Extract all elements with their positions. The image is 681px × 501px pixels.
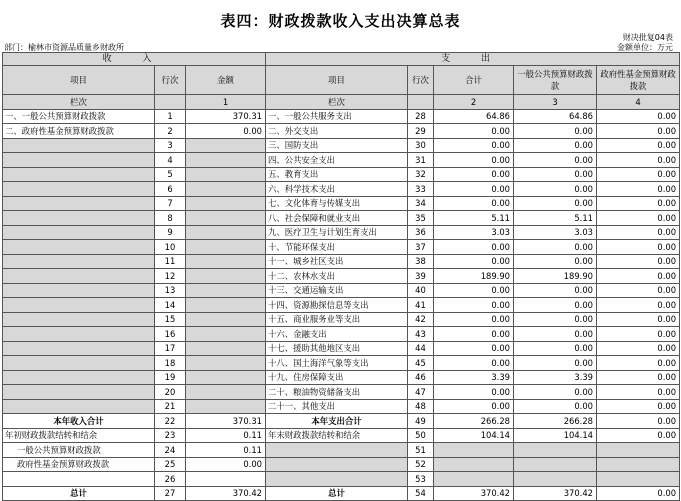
income-row-no: 3 [155, 138, 186, 153]
table-row [3, 138, 680, 153]
table-row [3, 196, 680, 211]
carry-in-label: 年初财政拨款结转和结余 [3, 428, 155, 443]
table-row [3, 385, 680, 400]
expense-general: 5.11 [514, 211, 597, 226]
expense-row-no: 28 [408, 109, 434, 124]
expense-fund: 0.00 [597, 356, 680, 371]
income-item [3, 254, 155, 269]
income-row-no: 17 [155, 341, 186, 356]
expense-item: 十一、城乡社区支出 [266, 254, 408, 269]
table-row [3, 167, 680, 182]
income-amount [186, 182, 266, 197]
blank-cell [3, 472, 155, 487]
expense-row-no: 36 [408, 225, 434, 240]
blank-cell [434, 472, 514, 487]
expense-row-no: 35 [408, 211, 434, 226]
table-row [3, 153, 680, 168]
income-row-no: 4 [155, 153, 186, 168]
expense-general: 0.00 [514, 254, 597, 269]
income-amount [186, 327, 266, 342]
carry-in-fund-amount: 0.00 [186, 457, 266, 472]
expense-total: 0.00 [434, 167, 514, 182]
expense-row-no: 42 [408, 312, 434, 327]
income-amount [186, 298, 266, 313]
blank-cell [597, 443, 680, 458]
blank-cell [514, 457, 597, 472]
expense-item: 一、一般公共服务支出 [266, 109, 408, 124]
expense-total-header: 合计 [434, 66, 514, 95]
expense-total-row-no: 49 [408, 414, 434, 429]
carry-in-general-label: 一般公共预算财政拨款 [3, 443, 155, 458]
expense-fund: 0.00 [597, 138, 680, 153]
income-amount [186, 269, 266, 284]
income-rowno-header: 行次 [155, 66, 186, 95]
expense-item: 九、医疗卫生与计划生育支出 [266, 225, 408, 240]
expense-general: 3.39 [514, 370, 597, 385]
income-amount [186, 138, 266, 153]
table-row [3, 225, 680, 240]
expense-row-no: 37 [408, 240, 434, 255]
expense-general: 0.00 [514, 283, 597, 298]
blank-cell [597, 457, 680, 472]
expense-row-no: 31 [408, 153, 434, 168]
expense-item: 十六、金融支出 [266, 327, 408, 342]
expense-fund: 0.00 [597, 254, 680, 269]
expense-total: 0.00 [434, 196, 514, 211]
expense-total: 0.00 [434, 283, 514, 298]
expense-general: 0.00 [514, 124, 597, 139]
income-row-no: 21 [155, 399, 186, 414]
income-item [3, 385, 155, 400]
income-item [3, 312, 155, 327]
expense-general: 64.86 [514, 109, 597, 124]
carry-in-fund-label: 政府性基金预算财政拨款 [3, 457, 155, 472]
table-row [3, 312, 680, 327]
expense-fund: 0.00 [597, 196, 680, 211]
expense-total: 0.00 [434, 399, 514, 414]
income-amount [186, 211, 266, 226]
income-item [3, 298, 155, 313]
carry-in-general-amount: 0.11 [186, 443, 266, 458]
grand-total-income-row-no: 27 [155, 486, 186, 501]
table-row [3, 109, 680, 124]
expense-fund: 0.00 [597, 370, 680, 385]
expense-row-no: 34 [408, 196, 434, 211]
expense-item: 八、社会保障和就业支出 [266, 211, 408, 226]
expense-fund: 0.00 [597, 341, 680, 356]
general-budget-header: 一般公共预算财政拨款 [514, 66, 597, 95]
expense-item: 十四、资源勘探信息等支出 [266, 298, 408, 313]
expense-general: 0.00 [514, 356, 597, 371]
blank-cell [597, 472, 680, 487]
grand-total-sum: 370.42 [434, 486, 514, 501]
expense-item-header: 项目 [266, 66, 408, 95]
expense-general: 0.00 [514, 312, 597, 327]
grand-total-income-label: 总计 [3, 486, 155, 501]
expense-item: 二十、粮油物资储备支出 [266, 385, 408, 400]
expense-item: 四、公共安全支出 [266, 153, 408, 168]
income-item [3, 225, 155, 240]
income-row-no: 16 [155, 327, 186, 342]
income-item [3, 283, 155, 298]
expense-row-no: 32 [408, 167, 434, 182]
expense-total: 0.00 [434, 124, 514, 139]
grand-total-row [3, 486, 680, 501]
carry-general-row [3, 443, 680, 458]
income-item [3, 153, 155, 168]
column-index-row [3, 95, 680, 110]
expense-general: 0.00 [514, 182, 597, 197]
expense-row-no: 43 [408, 327, 434, 342]
expense-row-no: 47 [408, 385, 434, 400]
income-row-no: 10 [155, 240, 186, 255]
carry-in-fund-row-no: 25 [155, 457, 186, 472]
income-row-no: 14 [155, 298, 186, 313]
expense-total: 3.03 [434, 225, 514, 240]
expense-general: 0.00 [514, 240, 597, 255]
col-index-1: 1 [186, 95, 266, 110]
table-row [3, 182, 680, 197]
department-label: 部门：榆林市资源品质量乡财政所 [4, 43, 124, 52]
expense-item: 十二、农林水支出 [266, 269, 408, 284]
income-item [3, 196, 155, 211]
expense-rowno-header: 行次 [408, 66, 434, 95]
expense-row-no: 48 [408, 399, 434, 414]
expense-item: 十九、住房保障支出 [266, 370, 408, 385]
expense-fund: 0.00 [597, 312, 680, 327]
expense-general: 0.00 [514, 167, 597, 182]
grand-total-expense-label: 总计 [266, 486, 408, 501]
carry-out-label: 年末财政拨款结转和结余 [266, 428, 408, 443]
expense-row-no: 45 [408, 356, 434, 371]
expense-item: 十三、交通运输支出 [266, 283, 408, 298]
expense-row-no: 29 [408, 124, 434, 139]
blank-cell [186, 472, 266, 487]
blank-cell [434, 443, 514, 458]
income-row-no: 9 [155, 225, 186, 240]
expense-total: 5.11 [434, 211, 514, 226]
income-row-no: 20 [155, 385, 186, 400]
expense-row-no: 39 [408, 269, 434, 284]
income-item [3, 269, 155, 284]
grand-total-fund: 0.00 [597, 486, 680, 501]
expense-general: 0.00 [514, 298, 597, 313]
income-item: 一、一般公共预算财政拨款 [3, 109, 155, 124]
expense-fund: 0.00 [597, 240, 680, 255]
income-amount [186, 153, 266, 168]
expense-total: 0.00 [434, 240, 514, 255]
expense-total-fund: 0.00 [597, 414, 680, 429]
income-row-no: 6 [155, 182, 186, 197]
expense-general: 0.00 [514, 153, 597, 168]
expense-total: 0.00 [434, 341, 514, 356]
expense-item: 十七、援助其他地区支出 [266, 341, 408, 356]
income-item [3, 327, 155, 342]
expense-general: 189.90 [514, 269, 597, 284]
expense-total: 0.00 [434, 327, 514, 342]
expense-total-general: 266.28 [514, 414, 597, 429]
expense-fund: 0.00 [597, 385, 680, 400]
expense-total: 0.00 [434, 298, 514, 313]
income-row-no: 12 [155, 269, 186, 284]
income-amount [186, 254, 266, 269]
expense-total: 0.00 [434, 254, 514, 269]
income-row-no: 2 [155, 124, 186, 139]
expense-fund: 0.00 [597, 153, 680, 168]
income-row-no: 1 [155, 109, 186, 124]
blank-cell [514, 472, 597, 487]
table-row [3, 254, 680, 269]
expense-row-no: 30 [408, 138, 434, 153]
carry-out-row-no: 50 [408, 428, 434, 443]
income-amount [186, 385, 266, 400]
carry-in-row-no: 23 [155, 428, 186, 443]
year-total-row [3, 414, 680, 429]
col-index-2: 2 [434, 95, 514, 110]
income-row-no: 8 [155, 211, 186, 226]
expense-item: 十五、商业服务业等支出 [266, 312, 408, 327]
blank-cell [266, 443, 408, 458]
expense-item: 七、文化体育与传媒支出 [266, 196, 408, 211]
income-amount [186, 283, 266, 298]
expense-item: 十八、国土海洋气象等支出 [266, 356, 408, 371]
income-item [3, 341, 155, 356]
expense-row-no: 40 [408, 283, 434, 298]
expense-fund: 0.00 [597, 109, 680, 124]
income-amount-header: 金额 [186, 66, 266, 95]
income-row-no: 15 [155, 312, 186, 327]
income-amount: 0.00 [186, 124, 266, 139]
income-total-row-no: 22 [155, 414, 186, 429]
expense-general: 0.00 [514, 196, 597, 211]
grand-total-income-amount: 370.42 [186, 486, 266, 501]
table-row [3, 298, 680, 313]
blank-cell [266, 457, 408, 472]
income-amount [186, 356, 266, 371]
col-index-4: 4 [597, 95, 680, 110]
form-code: 财决批复04表 [622, 33, 673, 42]
income-item [3, 356, 155, 371]
expense-total: 0.00 [434, 138, 514, 153]
expense-item: 二十一、其他支出 [266, 399, 408, 414]
expense-general: 0.00 [514, 138, 597, 153]
expense-fund: 0.00 [597, 298, 680, 313]
expense-row-no: 46 [408, 370, 434, 385]
expense-fund: 0.00 [597, 269, 680, 284]
income-item: 二、政府性基金预算财政拨款 [3, 124, 155, 139]
col-label-2: 栏次 [266, 95, 408, 110]
table-row [3, 356, 680, 371]
expense-total: 0.00 [434, 312, 514, 327]
expense-total: 3.39 [434, 370, 514, 385]
income-item [3, 240, 155, 255]
carry-in-amount: 0.11 [186, 428, 266, 443]
income-section-header: 收 入 [3, 53, 266, 66]
col-index-3: 3 [514, 95, 597, 110]
expense-total: 0.00 [434, 153, 514, 168]
section-header-row [3, 53, 680, 66]
income-row-no: 11 [155, 254, 186, 269]
income-amount [186, 341, 266, 356]
table-row [3, 124, 680, 139]
expense-row-no: 33 [408, 182, 434, 197]
income-item [3, 138, 155, 153]
income-total-label: 本年收入合计 [3, 414, 155, 429]
income-amount: 370.31 [186, 109, 266, 124]
expense-fund: 0.00 [597, 124, 680, 139]
amount-unit: 金额单位：万元 [617, 43, 673, 52]
income-total-amount: 370.31 [186, 414, 266, 429]
expense-fund: 0.00 [597, 167, 680, 182]
income-amount [186, 370, 266, 385]
expense-row-no: 51 [408, 443, 434, 458]
expense-item: 五、教育支出 [266, 167, 408, 182]
expense-total-label: 本年支出合计 [266, 414, 408, 429]
blank-cell [266, 472, 408, 487]
expense-item: 三、国防支出 [266, 138, 408, 153]
expense-fund: 0.00 [597, 327, 680, 342]
expense-general: 0.00 [514, 385, 597, 400]
expense-total: 64.86 [434, 109, 514, 124]
expense-general: 3.03 [514, 225, 597, 240]
grand-total-general: 370.42 [514, 486, 597, 501]
expense-total: 0.00 [434, 182, 514, 197]
expense-item: 六、科学技术支出 [266, 182, 408, 197]
table-row [3, 327, 680, 342]
table-row [3, 283, 680, 298]
carry-row [3, 428, 680, 443]
expense-row-no: 44 [408, 341, 434, 356]
income-amount [186, 399, 266, 414]
expense-section-header: 支 出 [266, 53, 680, 66]
expense-total-sum: 266.28 [434, 414, 514, 429]
expense-general: 0.00 [514, 341, 597, 356]
income-row-no: 19 [155, 370, 186, 385]
expense-item: 十、节能环保支出 [266, 240, 408, 255]
table-row [3, 211, 680, 226]
expense-fund: 0.00 [597, 211, 680, 226]
expense-fund: 0.00 [597, 225, 680, 240]
blank-cell [514, 443, 597, 458]
income-item [3, 167, 155, 182]
table-row [3, 269, 680, 284]
table-row [3, 341, 680, 356]
expense-item: 二、外交支出 [266, 124, 408, 139]
col-label: 栏次 [3, 95, 155, 110]
gov-fund-header: 政府性基金预算财政拨款 [597, 66, 680, 95]
table-row [3, 399, 680, 414]
budget-table [2, 52, 680, 501]
expense-row-no: 41 [408, 298, 434, 313]
expense-general: 0.00 [514, 399, 597, 414]
income-item [3, 399, 155, 414]
income-item [3, 370, 155, 385]
blank-cell [434, 457, 514, 472]
income-amount [186, 196, 266, 211]
expense-fund: 0.00 [597, 283, 680, 298]
income-amount [186, 167, 266, 182]
carry-out-fund: 0.00 [597, 428, 680, 443]
page-title: 表四：财政拨款收入支出决算总表 [220, 12, 461, 30]
carry-fund-row [3, 457, 680, 472]
income-amount [186, 240, 266, 255]
blank-row-no: 26 [155, 472, 186, 487]
table-row [3, 370, 680, 385]
carry-out-total: 104.14 [434, 428, 514, 443]
income-item-header: 项目 [3, 66, 155, 95]
expense-general: 0.00 [514, 327, 597, 342]
income-row-no: 13 [155, 283, 186, 298]
carry-in-general-row-no: 24 [155, 443, 186, 458]
income-item [3, 211, 155, 226]
expense-fund: 0.00 [597, 182, 680, 197]
income-amount [186, 225, 266, 240]
table-row [3, 240, 680, 255]
income-row-no: 18 [155, 356, 186, 371]
income-row-no: 5 [155, 167, 186, 182]
expense-total: 0.00 [434, 356, 514, 371]
income-amount [186, 312, 266, 327]
expense-fund: 0.00 [597, 399, 680, 414]
expense-total: 189.90 [434, 269, 514, 284]
expense-row-no: 38 [408, 254, 434, 269]
blank-row [3, 472, 680, 487]
expense-row-no: 53 [408, 472, 434, 487]
carry-out-general: 104.14 [514, 428, 597, 443]
income-row-no: 7 [155, 196, 186, 211]
column-header-row [3, 66, 680, 95]
grand-total-expense-row-no: 54 [408, 486, 434, 501]
expense-total: 0.00 [434, 385, 514, 400]
expense-row-no: 52 [408, 457, 434, 472]
income-item [3, 182, 155, 197]
